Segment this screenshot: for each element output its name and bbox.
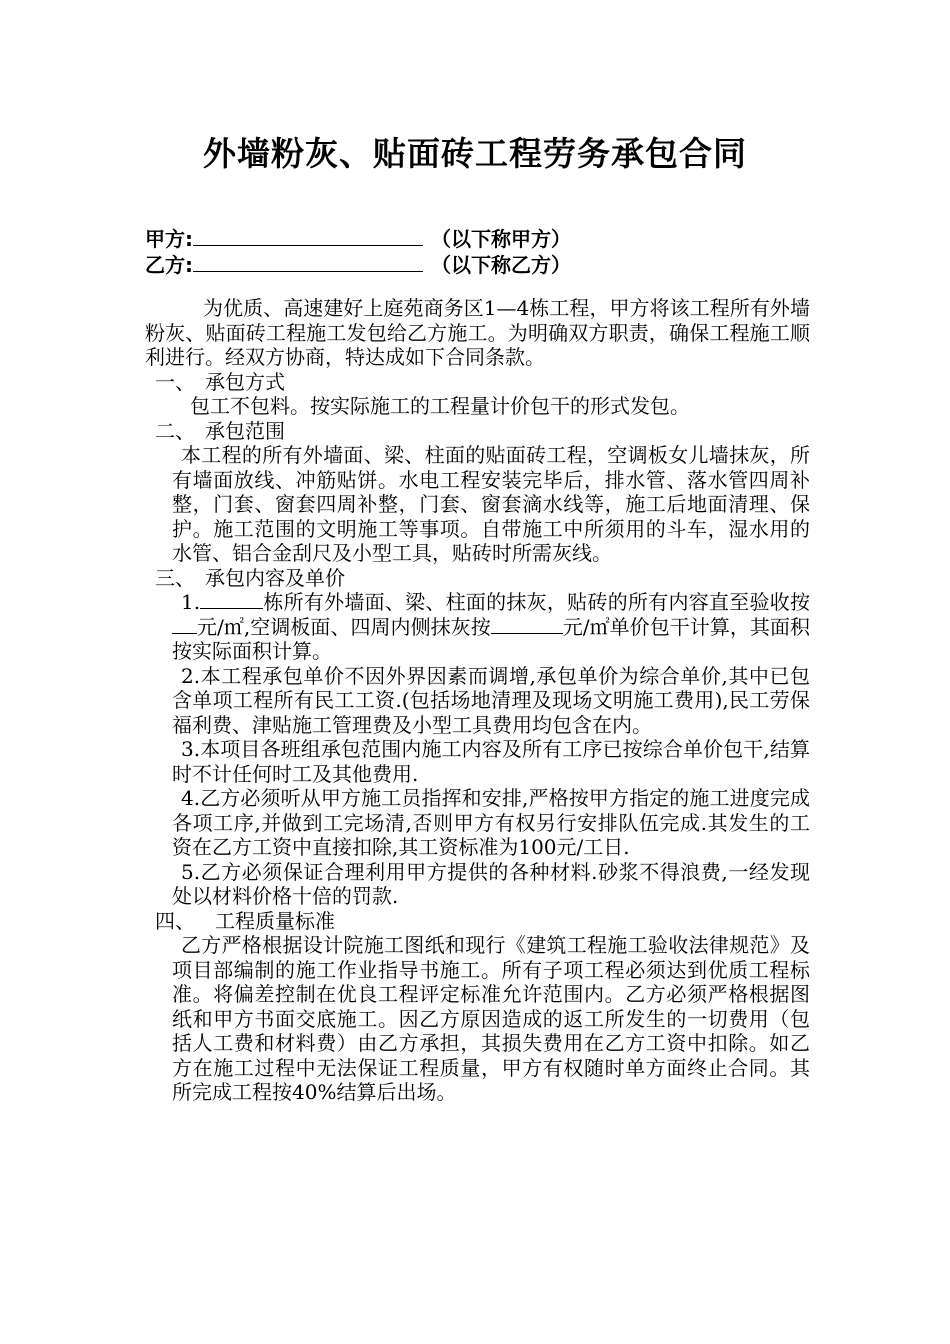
section-4-text: 乙方严格根据设计院施工图纸和现行《建筑工程施工验收法律规范》及项目部编制的施工作业指导书施工。所有子项工程必须达到优质工程标准。将偏差控制在优良工程评定标准允许范围内。乙方必须严格根据图纸和甲方书面交底施工。因乙方原因造成的返工所发生的一切费用（包括人工费和材料费）由乙方承担，其损失费用在乙方工资中扣除。如乙方在施工过程中无法保证工程质量，甲方有权随时单方面终止合同。其所完成工程按40%结算后出场。 bbox=[172, 933, 810, 1104]
section-3-item-2: 2.本工程承包单价不因外界因素而调增,承包单价为综合单价,其中已包含单项工程所有民工工资.(包括场地清理及现场文明施工费用),民工劳保福利费、津贴施工管理费及小型工具费用均包含在内。 bbox=[172, 663, 810, 737]
section-4-title: 工程质量标准 bbox=[215, 908, 335, 933]
section-2-heading bbox=[145, 419, 810, 444]
section-2-number: 二、 bbox=[155, 418, 195, 443]
price-blank-2 bbox=[491, 616, 563, 634]
intro-paragraph: 为优质、高速建好上庭苑商务区1—4栋工程，甲方将该工程所有外墙粉灰、贴面砖工程施工发包给乙方施工。为明确双方职责，确保工程施工顺利进行。经双方协商，特达成如下合同条款。 bbox=[145, 296, 810, 369]
contract-title: 外墙粉灰、贴面砖工程劳务承包合同 bbox=[203, 134, 747, 173]
section-3-title: 承包内容及单价 bbox=[205, 565, 345, 590]
section-3-number: 三、 bbox=[155, 565, 195, 590]
price-blank-1 bbox=[172, 616, 197, 634]
contract-body bbox=[145, 296, 810, 1105]
section-1-title: 承包方式 bbox=[205, 369, 285, 394]
item-1-number: 1. bbox=[181, 590, 201, 614]
party-b-suffix: （以下称乙方） bbox=[431, 253, 571, 277]
section-3-item-1 bbox=[145, 590, 810, 664]
party-a-line bbox=[145, 223, 571, 252]
party-b-line bbox=[145, 249, 571, 278]
section-1-text: 包工不包料。按实际施工的工程量计价包干的形式发包。 bbox=[190, 394, 690, 418]
item-1-text-a: 栋所有外墙面、梁、柱面的抹灰，贴砖的所有内容直至验收按 bbox=[263, 590, 810, 614]
building-number-blank bbox=[200, 591, 263, 609]
section-1-heading bbox=[145, 370, 810, 395]
item-1-text-c: 元/㎡单价包干计算，其面积按实际面积计算。 bbox=[172, 614, 810, 663]
section-4-number: 四、 bbox=[155, 908, 195, 933]
section-3-item-5: 5.乙方必须保证合理利用甲方提供的各种材料.砂浆不得浪费,一经发现处以材料价格十倍的罚款. bbox=[172, 859, 810, 908]
party-a-suffix: （以下称甲方） bbox=[431, 227, 571, 251]
section-2-text: 本工程的所有外墙面、梁、柱面的贴面砖工程，空调板女儿墙抹灰，所有墙面放线、冲筋贴饼。水电工程安装完毕后，排水管、落水管四周补整，门套、窗套四周补整，门套、窗套滴水线等，施工后地面清理、保护。施工范围的文明施工等事项。自带施工中所须用的斗车，湿水用的水管、铝合金刮尺及小型工具，贴砖时所需灰线。 bbox=[172, 443, 810, 565]
section-4-heading bbox=[145, 909, 810, 934]
party-a-label: 甲方: bbox=[145, 227, 193, 251]
section-3-item-3: 3.本项目各班组承包范围内施工内容及所有工序已按综合单价包干,结算时不计任何时工及其他费用. bbox=[172, 737, 810, 786]
section-1-number: 一、 bbox=[155, 369, 195, 394]
party-b-blank bbox=[193, 253, 423, 272]
party-a-blank bbox=[193, 227, 423, 246]
item-1-text-b: 元/㎡,空调板面、四周内侧抹灰按 bbox=[197, 614, 491, 639]
section-3-item-4: 4.乙方必须听从甲方施工员指挥和安排,严格按甲方指定的施工进度完成各项工序,并做到工完场清,否则甲方有权另行安排队伍完成.其发生的工资在乙方工资中直接扣除,其工资标准为100元/工日. bbox=[172, 786, 810, 859]
party-b-label: 乙方: bbox=[145, 253, 193, 277]
section-2-title: 承包范围 bbox=[205, 418, 285, 443]
section-3-heading bbox=[145, 566, 810, 591]
